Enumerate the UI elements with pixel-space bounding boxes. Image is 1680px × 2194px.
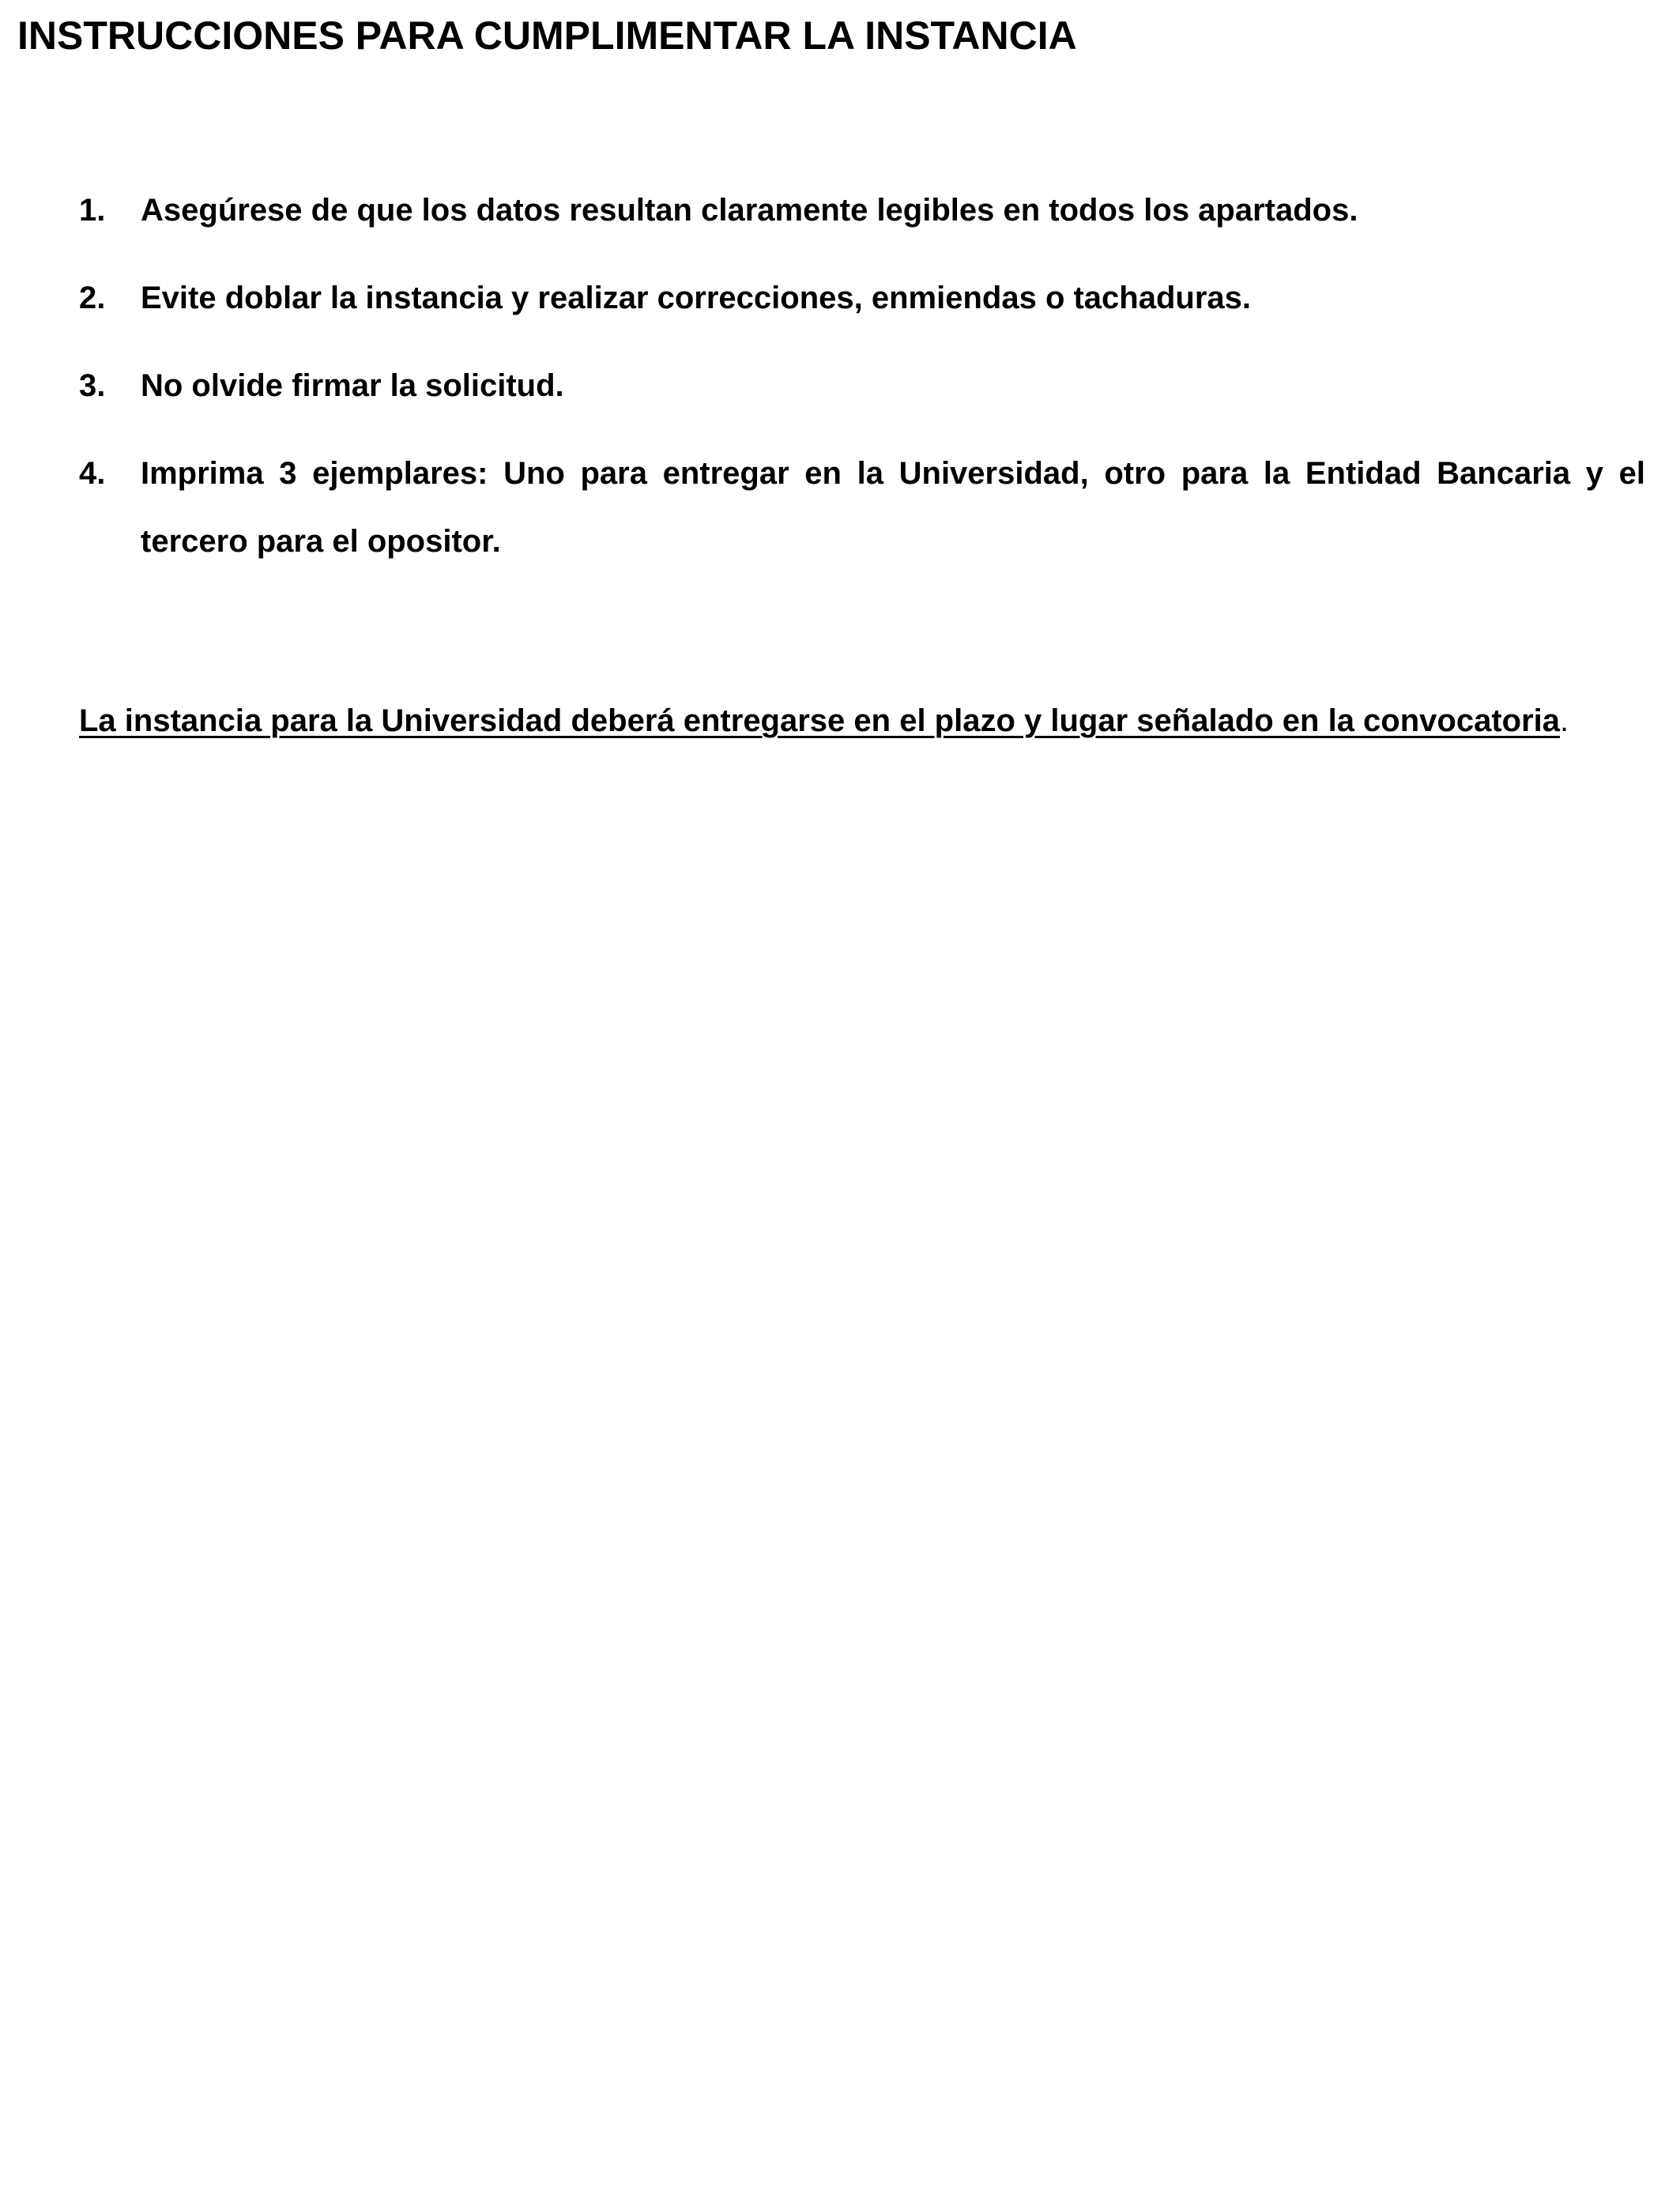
list-item-text: Imprima 3 ejemplares: Uno para entregar en la Universidad, otro para la Entidad Bancaria y el tercero para el opositor. xyxy=(141,456,1645,559)
list-item-number: 3. xyxy=(79,368,106,403)
delivery-note xyxy=(79,703,1569,739)
list-item-text: Evite doblar la instancia y realizar correcciones, enmiendas o tachaduras. xyxy=(141,281,1252,315)
list-item-number: 4. xyxy=(79,456,106,491)
list-item xyxy=(79,176,1645,244)
list-item-text: Asegúrese de que los datos resultan claramente legibles en todos los apartados. xyxy=(141,193,1358,228)
list-item xyxy=(79,264,1645,332)
list-item-text: No olvide firmar la solicitud. xyxy=(141,368,564,403)
page-title: INSTRUCCIONES PARA CUMPLIMENTAR LA INSTANCIA xyxy=(17,13,1077,58)
delivery-note-text: La instancia para la Universidad deberá entregarse en el plazo y lugar señalado en la convocatoria xyxy=(79,703,1561,738)
list-item-number: 2. xyxy=(79,281,106,315)
delivery-note-period: . xyxy=(1560,703,1569,738)
list-item xyxy=(79,352,1645,420)
list-item-number: 1. xyxy=(79,193,106,228)
list-item xyxy=(79,439,1645,575)
